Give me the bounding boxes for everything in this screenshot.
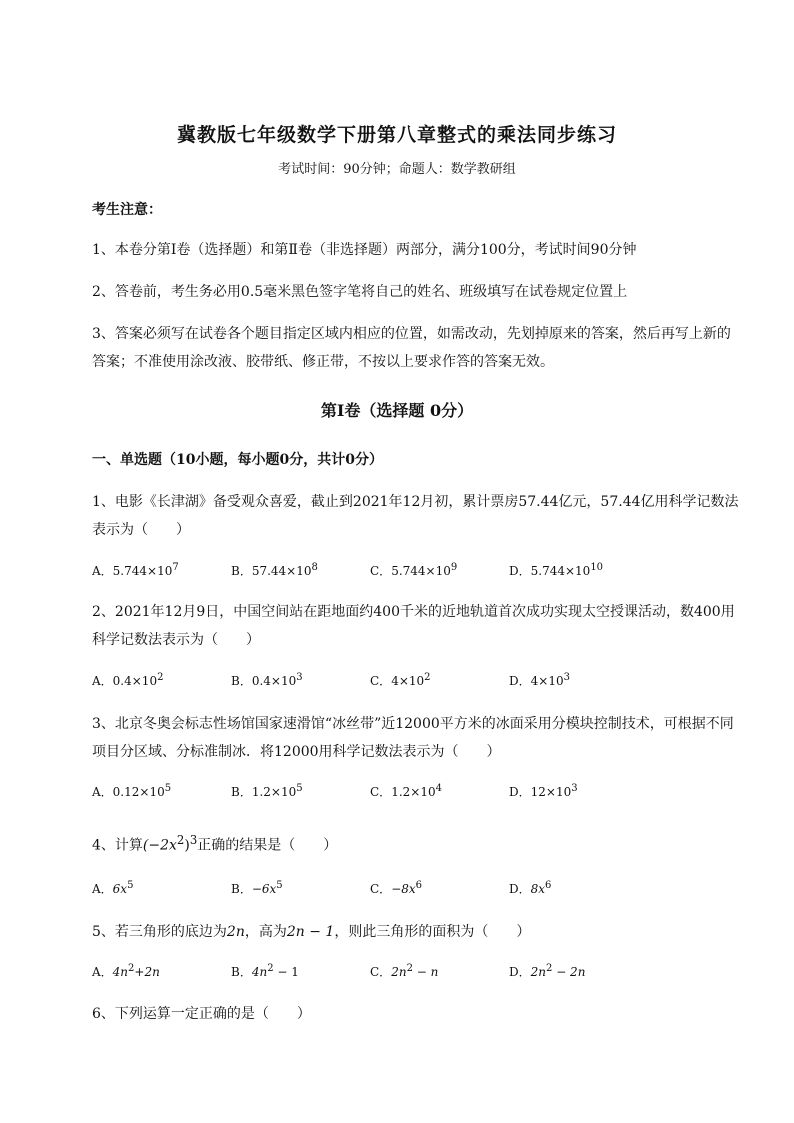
page-subtitle: 考试时间：90分钟；命题人：数学教研组 xyxy=(278,162,516,177)
question-6-stem: 6、下列运算一定正确的是（ ） xyxy=(92,1006,311,1022)
option-a[interactable]: A．$5.744\times 10^7$ xyxy=(92,562,179,578)
question-4-stem: 4、计算$(-2x^2)^3$正确的结果是（ ） xyxy=(92,833,338,854)
question-2-stem: 2、2021年12月9日，中国空间站在距地面约400千米的近地轨道首次成功实现太空授课活动，数400用科学记数法表示为（ ） xyxy=(92,604,735,648)
question-4-options xyxy=(92,880,732,900)
part-heading: 一、单选题（10小题，每小题0分，共计0分） xyxy=(92,452,383,468)
question-3-stem: 3、北京冬奥会标志性场馆国家速滑馆“冰丝带”近12000平方米的冰面采用分模块控制技术，可根据不同项目分区域、分标准制冰．将12000用科学记数法表示为（ ） xyxy=(92,716,734,760)
option-d[interactable]: D．$5.744\times 10^{10}$ xyxy=(509,562,604,578)
option-d[interactable]: D．$8x^6$ xyxy=(509,880,552,896)
page-title: 冀教版七年级数学下册第八章整式的乘法同步练习 xyxy=(176,124,617,146)
option-a[interactable]: A．$0.12\times 10^5$ xyxy=(92,783,172,799)
option-a[interactable]: A．$0.4\times 10^2$ xyxy=(92,672,164,688)
question-1-options xyxy=(92,562,732,582)
option-a[interactable]: A．$4n^2+2n$ xyxy=(92,963,160,979)
notice-item-2: 2、答卷前，考生务必用0.5毫米黑色签字笔将自己的姓名、班级填写在试卷规定位置上 xyxy=(92,284,628,300)
notice-heading: 考生注意： xyxy=(92,202,162,218)
notice-item-3: 3、答案必须写在试卷各个题目指定区域内相应的位置，如需改动，先划掉原来的答案，然后再写上新的答案；不准使用涂改液、胶带纸、修正带，不按以上要求作答的答案无效。 xyxy=(92,326,731,370)
notice-item-1: 1、本卷分第Ⅰ卷（选择题）和第Ⅱ卷（非选择题）两部分，满分100分，考试时间90分钟 xyxy=(92,242,637,258)
option-c[interactable]: C．$4\times 10^2$ xyxy=(370,672,431,688)
option-c[interactable]: C．$1.2\times 10^4$ xyxy=(370,783,442,799)
option-d[interactable]: D．$2n^2 - 2n$ xyxy=(509,963,586,979)
option-b[interactable]: B．$57.44\times 10^8$ xyxy=(231,562,318,578)
section-title: 第Ⅰ卷（选择题 0分） xyxy=(320,401,474,420)
option-b[interactable]: B．$-6x^5$ xyxy=(231,880,283,896)
option-a[interactable]: A．$6x^5$ xyxy=(92,880,134,896)
question-3-options xyxy=(92,783,732,803)
question-1-stem: 1、电影《长津湖》备受观众喜爱，截止到2021年12月初，累计票房57.44亿元，57.44亿用科学记数法表示为（ ） xyxy=(92,494,739,538)
question-5-stem: 5、若三角形的底边为2n，高为2n − 1，则此三角形的面积为（ ） xyxy=(92,924,531,940)
option-d[interactable]: D．$12\times 10^3$ xyxy=(509,783,578,799)
option-b[interactable]: B．$1.2\times 10^5$ xyxy=(231,783,303,799)
question-5-options xyxy=(92,963,732,983)
option-b[interactable]: B．$4n^2 - 1$ xyxy=(231,963,299,979)
option-b[interactable]: B．$0.4\times 10^3$ xyxy=(231,672,303,688)
question-2-options xyxy=(92,672,732,692)
option-c[interactable]: C．$-8x^6$ xyxy=(370,880,423,896)
option-c[interactable]: C．$2n^2 - n$ xyxy=(370,963,439,979)
option-c[interactable]: C．$5.744\times 10^9$ xyxy=(370,562,458,578)
option-d[interactable]: D．$4\times 10^3$ xyxy=(509,672,570,688)
